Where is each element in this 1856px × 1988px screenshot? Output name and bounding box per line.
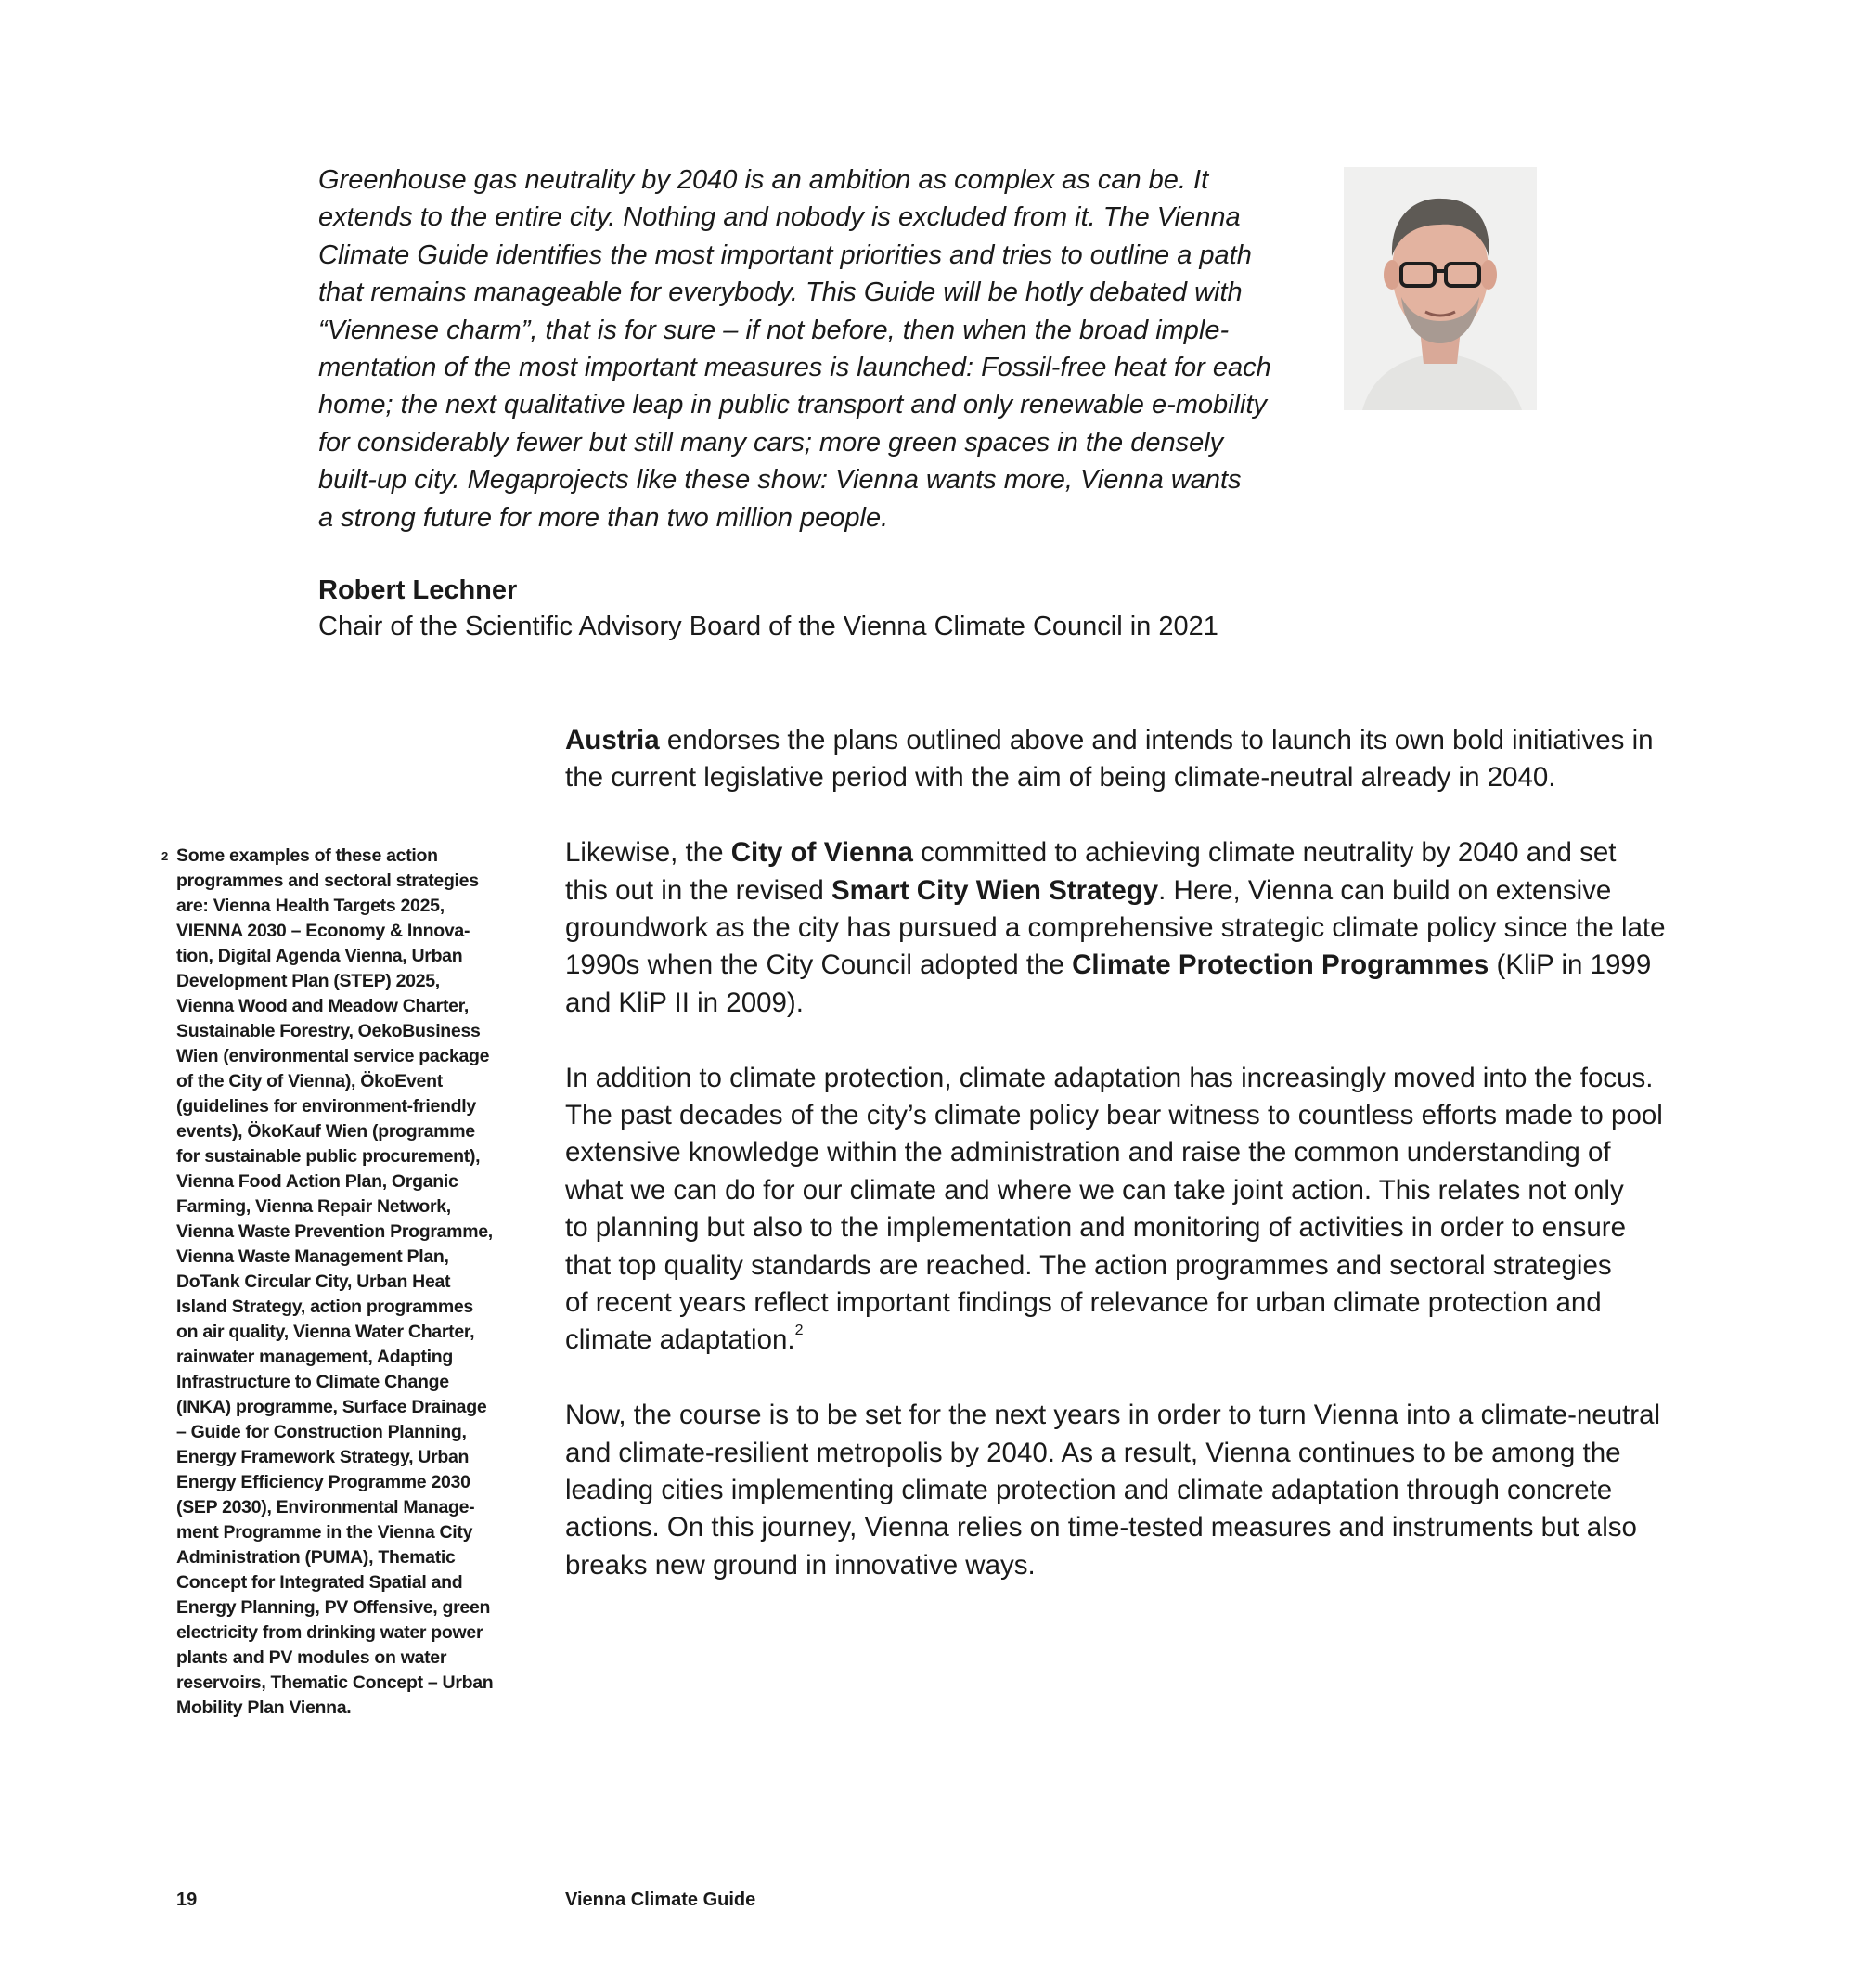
quote-line: mentation of the most important measures is launched: Fossil-free heat for each <box>318 353 1271 383</box>
footnote-line: – Guide for Construction Planning, <box>176 1422 467 1442</box>
portrait-illustration <box>1344 167 1537 410</box>
text-run: 1990s when the City Council adopted the <box>565 949 1073 981</box>
footnote-line: Farming, Vienna Repair Network, <box>176 1196 451 1217</box>
text-line: groundwork as the city has pursued a comprehensive strategic climate policy since the late <box>565 912 1666 944</box>
author-role: Chair of the Scientific Advisory Board of the Vienna Climate Council in 2021 <box>318 612 1218 641</box>
footnote-line: Wien (environmental service package <box>176 1046 490 1066</box>
paragraph-climate-adaptation <box>565 1060 1707 1360</box>
text-run: this out in the revised <box>565 874 831 906</box>
text-line: that top quality standards are reached. The action programmes and sectoral strategies <box>565 1249 1612 1281</box>
footnote-line: Administration (PUMA), Thematic <box>176 1547 456 1568</box>
footnote-line: VIENNA 2030 – Economy & Innova- <box>176 921 470 941</box>
footnote-line: (INKA) programme, Surface Drainage <box>176 1397 487 1417</box>
text-line: the current legislative period with the aim of being climate-neutral already in 2040. <box>565 762 1556 794</box>
footnote-line: Concept for Integrated Spatial and <box>176 1572 463 1593</box>
footnote-line: Vienna Wood and Meadow Charter, <box>176 996 470 1016</box>
footnote-line: rainwater management, Adapting <box>176 1347 454 1367</box>
text-line <box>565 722 1707 759</box>
footnote-line: for sustainable public procurement), <box>176 1146 481 1167</box>
footnote-line: (SEP 2030), Environmental Manage- <box>176 1497 475 1517</box>
footnote-line: Mobility Plan Vienna. <box>176 1698 352 1718</box>
footnote-line: Energy Efficiency Programme 2030 <box>176 1472 470 1492</box>
quote-line: home; the next qualitative leap in public transport and only renewable e-mobility <box>318 390 1268 420</box>
footnote-text <box>176 844 493 1721</box>
text-line: and climate-resilient metropolis by 2040. As a result, Vienna continues to be among the <box>565 1437 1621 1468</box>
footnote-line: Sustainable Forestry, OekoBusiness <box>176 1021 481 1041</box>
quote-line: “Viennese charm”, that is for sure – if not before, then when the broad imple- <box>318 315 1230 345</box>
text-line <box>565 872 1707 910</box>
footnote-line: of the City of Vienna), ÖkoEvent <box>176 1071 443 1091</box>
footnote-line: plants and PV modules on water <box>176 1647 447 1668</box>
footnote-line: Infrastructure to Climate Change <box>176 1372 449 1392</box>
footnote-line: tion, Digital Agenda Vienna, Urban <box>176 946 463 966</box>
quote-line: extends to the entire city. Nothing and nobody is excluded from it. The Vienna <box>318 202 1241 233</box>
footnote-mark: 2 <box>161 849 168 863</box>
footnote-line: reservoirs, Thematic Concept – Urban <box>176 1672 494 1693</box>
text-line <box>565 834 1707 871</box>
footnote-line: (guidelines for environment-friendly <box>176 1096 476 1117</box>
text-line: actions. On this journey, Vienna relies on time-tested measures and instruments but also <box>565 1512 1637 1543</box>
text-line: to planning but also to the implementation and monitoring of activities in order to ensure <box>565 1212 1626 1244</box>
main-body-text <box>565 722 1707 1622</box>
quote-line: for considerably fewer but still many cars; more green spaces in the densely <box>318 427 1224 458</box>
text-run: climate adaptation. <box>565 1324 795 1356</box>
footnote-line: Development Plan (STEP) 2025, <box>176 971 440 991</box>
footnote-line: are: Vienna Health Targets 2025, <box>176 896 445 916</box>
text-line <box>565 1322 1707 1359</box>
footnote-line: Energy Framework Strategy, Urban <box>176 1447 470 1467</box>
footnote-reference[interactable]: 2 <box>794 1323 804 1339</box>
footnote-line: Island Strategy, action programmes <box>176 1297 473 1317</box>
text-line: leading cities implementing climate protection and climate adaptation through concrete <box>565 1475 1613 1506</box>
intro-quote <box>318 161 1302 536</box>
text-line: extensive knowledge within the administration and raise the common understanding of <box>565 1137 1611 1168</box>
footnote-line: Energy Planning, PV Offensive, green <box>176 1597 491 1618</box>
quote-line: Climate Guide identifies the most important priorities and tries to outline a path <box>318 239 1252 270</box>
author-portrait <box>1344 167 1537 410</box>
paragraph-city-of-vienna <box>565 834 1707 1022</box>
footnote-line: programmes and sectoral strategies <box>176 871 479 891</box>
text-line: what we can do for our climate and where we can take joint action. This relates not only <box>565 1174 1624 1206</box>
page-number: 19 <box>176 1890 198 1910</box>
bold-term-climate-protection: Climate Protection Programmes <box>1072 949 1489 981</box>
text-run: endorses the plans outlined above and intends to launch its own bold initiatives in <box>659 725 1654 755</box>
running-title: Vienna Climate Guide <box>565 1890 756 1910</box>
footnote-line: Vienna Waste Management Plan, <box>176 1246 449 1267</box>
quote-line: a strong future for more than two million people. <box>318 502 889 533</box>
bold-term-city-of-vienna: City of Vienna <box>730 837 913 869</box>
footnote-line: electricity from drinking water power <box>176 1622 483 1643</box>
text-line: breaks new ground in innovative ways. <box>565 1549 1036 1581</box>
footnote-line: ment Programme in the Vienna City <box>176 1522 473 1543</box>
footnote-line: Some examples of these action <box>176 846 438 866</box>
quote-line: built-up city. Megaprojects like these show: Vienna wants more, Vienna wants <box>318 465 1242 496</box>
footnote-line: events), ÖkoKauf Wien (programme <box>176 1121 475 1142</box>
bold-term-austria: Austria <box>565 725 660 755</box>
paragraph-next-years <box>565 1397 1707 1584</box>
text-run: (KliP in 1999 <box>1489 949 1652 981</box>
quote-line: Greenhouse gas neutrality by 2040 is an ambition as complex as can be. It <box>318 165 1209 195</box>
quote-line: that remains manageable for everybody. This Guide will be hotly debated with <box>318 278 1243 308</box>
text-run: committed to achieving climate neutrality by 2040 and set <box>912 837 1617 869</box>
text-line: The past decades of the city’s climate policy bear witness to countless efforts made to pool <box>565 1100 1663 1131</box>
footnote-line: Vienna Waste Prevention Programme, <box>176 1221 493 1242</box>
text-line: of recent years reflect important findings of relevance for urban climate protection and <box>565 1287 1602 1319</box>
footnote-line: Vienna Food Action Plan, Organic <box>176 1171 458 1192</box>
footnote-line: on air quality, Vienna Water Charter, <box>176 1322 475 1342</box>
text-line <box>565 947 1707 984</box>
footnote-line: DoTank Circular City, Urban Heat <box>176 1272 451 1292</box>
paragraph-austria <box>565 722 1707 797</box>
author-name: Robert Lechner <box>318 575 518 605</box>
text-line: Now, the course is to be set for the next years in order to turn Vienna into a climate-neutral <box>565 1400 1661 1431</box>
text-run: Likewise, the <box>565 837 731 869</box>
text-line: and KliP II in 2009). <box>565 987 804 1018</box>
text-line: In addition to climate protection, climate adaptation has increasingly moved into the focus. <box>565 1062 1654 1093</box>
text-run: . Here, Vienna can build on extensive <box>1158 874 1612 906</box>
bold-term-smart-city: Smart City Wien Strategy <box>831 874 1159 906</box>
